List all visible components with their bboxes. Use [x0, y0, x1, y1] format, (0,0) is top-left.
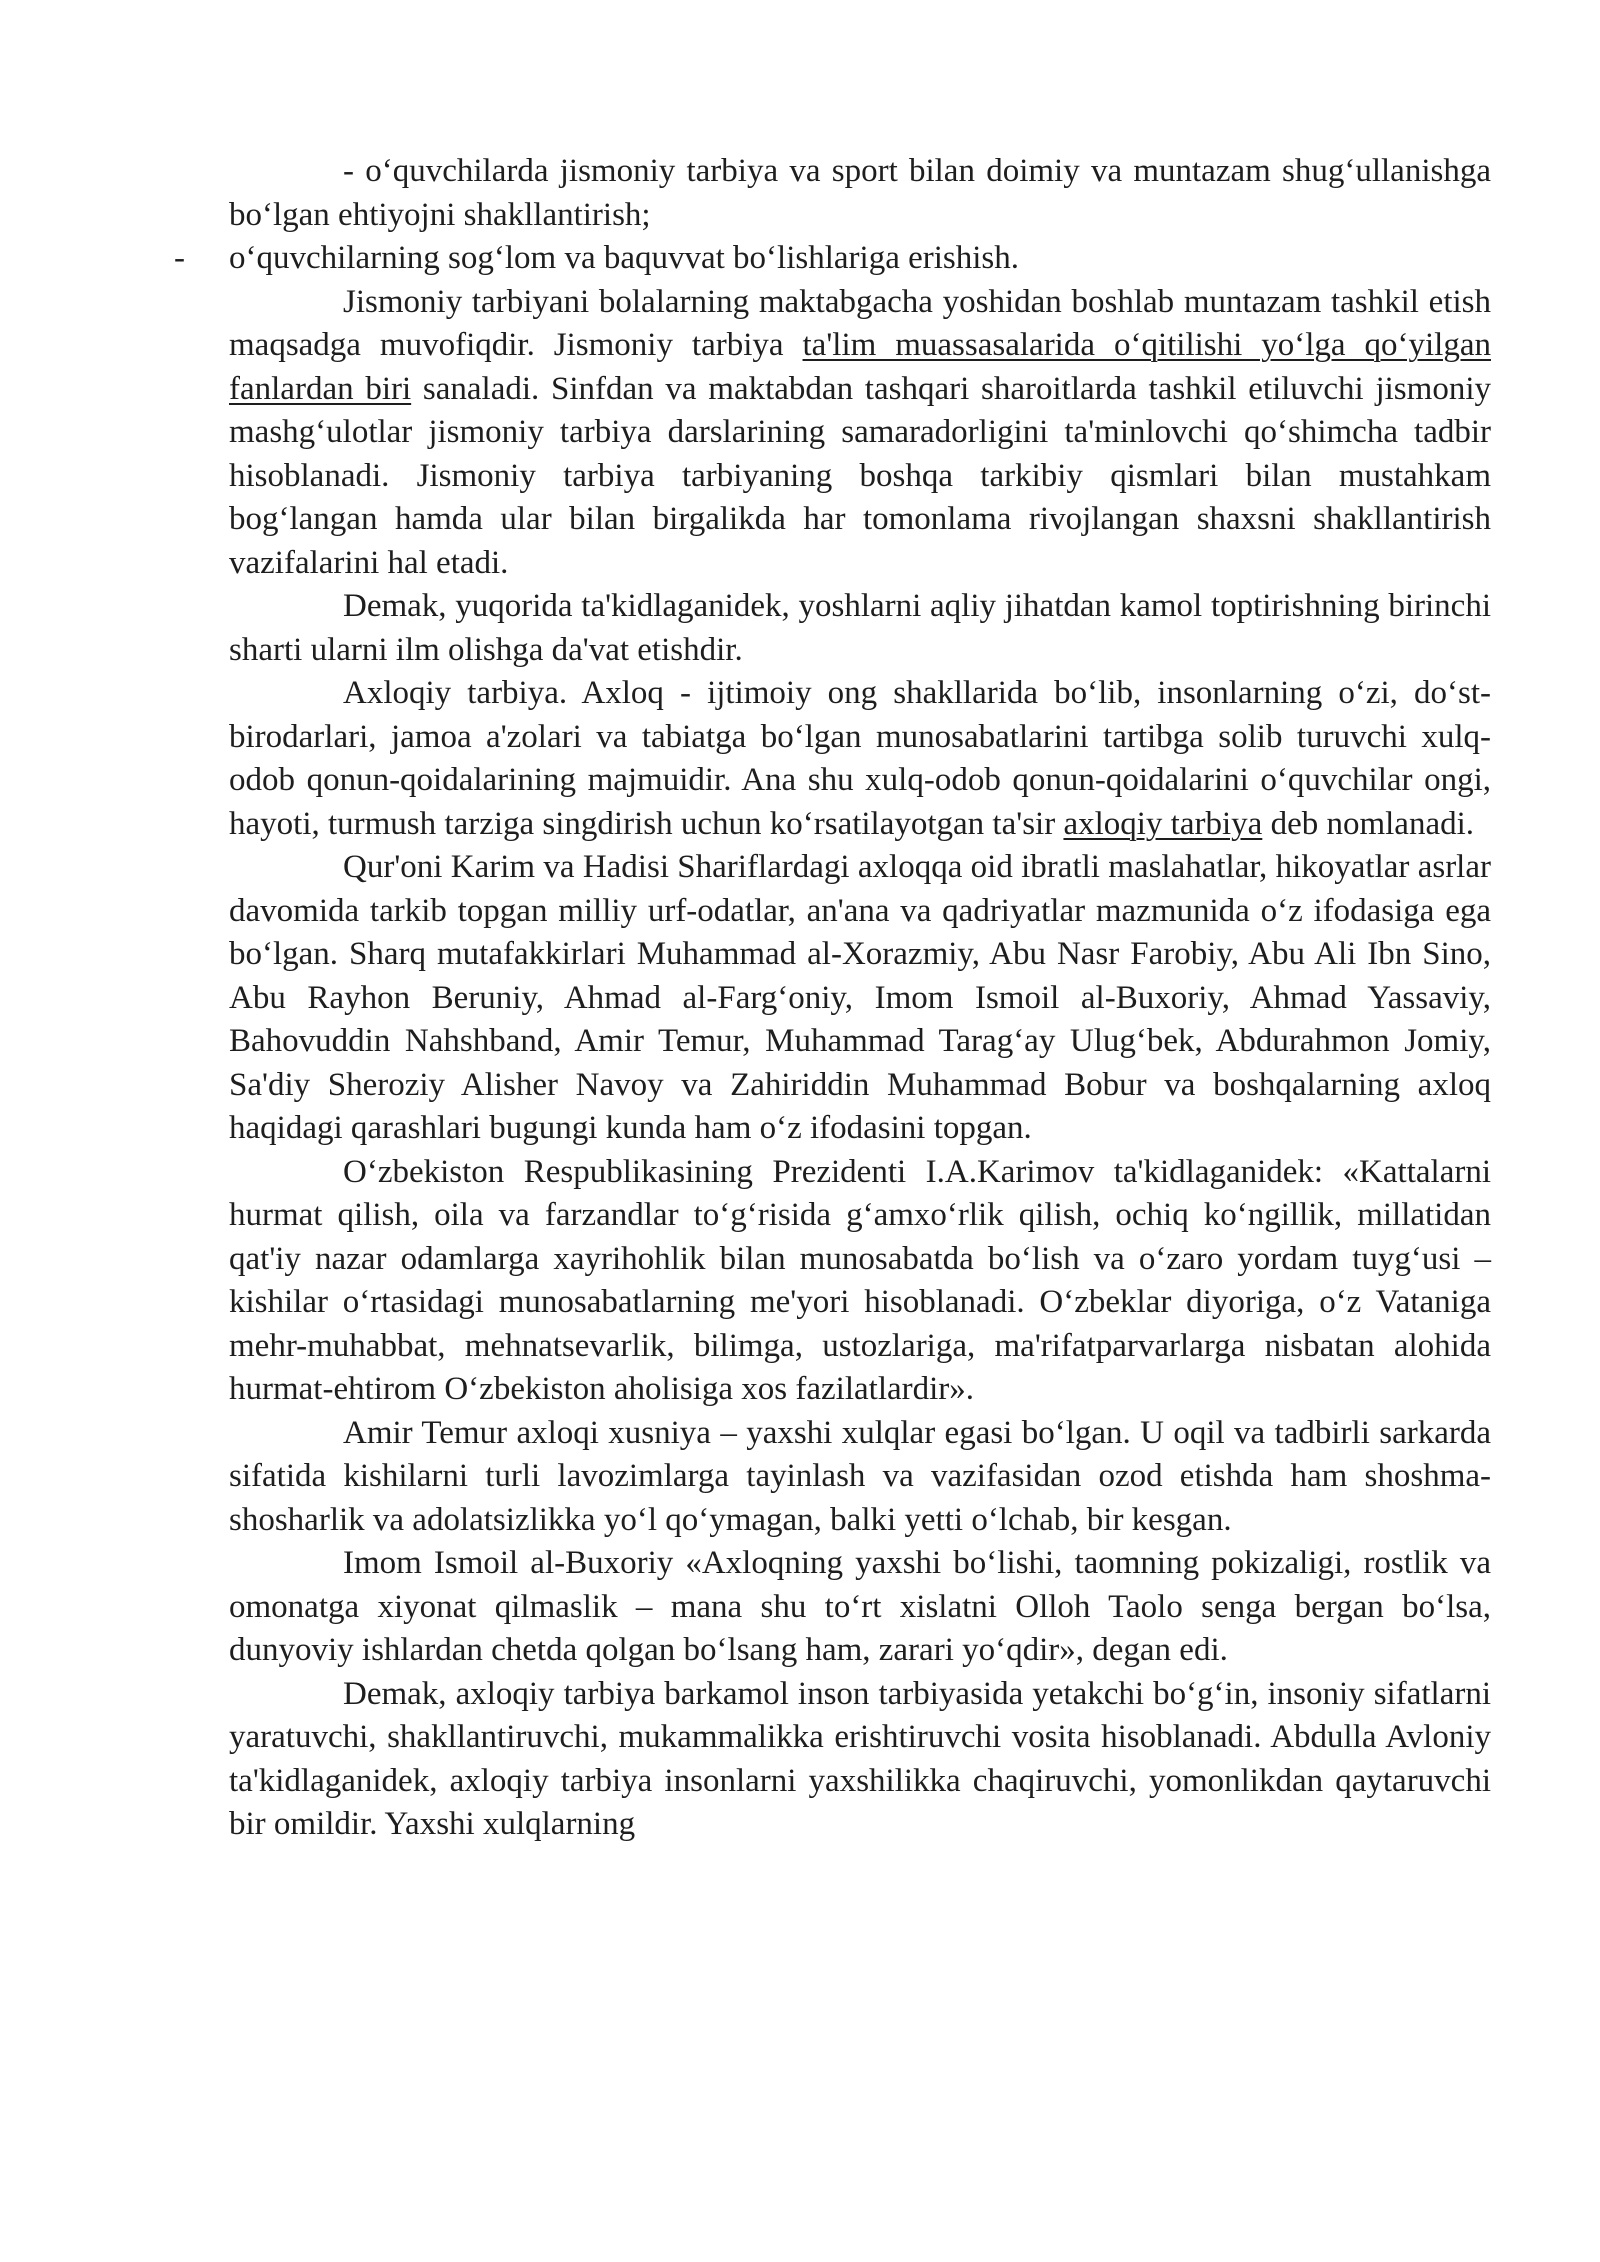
paragraph-president-quote: O‘zbekiston Respublikasining Prezidenti I.A.Karimov ta'kidlaganidek: «Kattalarni hurmat qilish, oila va farzandlar to‘g‘risida g‘amxo‘rlik qilish, ochiq ko‘ngillik, millatidan qat'iy nazar odamlarga xayrihohlik bilan munosabatda bo‘lish va o‘zaro yordam tuyg‘usi – kishilar o‘rtasidagi munosabatlarning me'yori hisoblanadi. O‘zbeklar diyoriga, o‘z Vataniga mehr-muhabbat, mehnatsevarlik, bilimga, ustozlariga, ma'rifatparvarlarga nisbatan alohida hurmat-ehtirom O‘zbekiston aholisiga xos fazilatlardir». — [229, 1153, 1491, 1407]
list-item-text: o‘quvchilarning sog‘lom va baquvvat bo‘lishlariga erishish. — [229, 240, 1020, 276]
underlined-link-moral-education[interactable]: axloqiy tarbiya — [1063, 805, 1263, 842]
underlined-link-education-institutions[interactable]: ta'lim muassasalarida o‘qitilishi yo‘lga qo‘yilgan fanlardan biri — [229, 327, 1491, 407]
document-page — [174, 150, 1491, 1847]
paragraph-mental-development: Demak, yuqorida ta'kidlaganidek, yoshlarni aqliy jihatdan kamol toptirishning birinchi sharti ularni ilm olishga da'vat etishdir. — [229, 588, 1491, 668]
paragraph-eastern-thinkers: Qur'oni Karim va Hadisi Shariflardagi axloqqa oid ibratli maslahatlar, hikoyatlar asrlar davomida tarkib topgan milliy urf-odatlar, an'ana va qadriyatlar mazmunida o‘z ifodasiga ega bo‘lgan. Sharq mutafakkirlari Muhammad al-Xorazmiy, Abu Nasr Farobiy, Abu Ali Ibn Sino, Abu Rayhon Beruniy, Ahmad al-Farg‘oniy, Imom Ismoil al-Buxoriy, Ahmad Yassaviy, Bahovuddin Nahshband, Amir Temur, Muhammad Tarag‘ay Ulug‘bek, Abdurahmon Jomiy, Sa'diy Sheroziy Alisher Navoy va Zahiriddin Muhammad Bobur va boshqalarning axloq haqidagi qarashlari bugungi kunda ham o‘z ifodasini topgan. — [229, 849, 1491, 1146]
paragraph-text: Axloqiy tarbiya. Axloq - ijtimoiy ong shakllarida bo‘lib, insonlarning o‘zi, do‘st-birodarlari, jamoa a'zolari va tabiatga bo‘lgan munosabatlarini tartibga solib turuvchi xulq-odob qonun-qoidalarining majmuidir. Ana shu xulq-odob qonun-qoidalarini o‘quvchilar ongi, hayoti, turmush tarziga singdirish uchun ko‘rsatilayotgan ta'sir — [229, 675, 1491, 842]
paragraph-text: sanaladi. Sinfdan va maktabdan tashqari sharoitlarda tashkil etiluvchi jismoniy mashg‘ulotlar jismoniy tarbiya darslarining samaradorligini ta'minlovchi qo‘shimcha tadbir hisoblanadi. Jismoniy tarbiya tarbiyaning boshqa tarkibiy qismlari bilan mustahkam bog‘langan hamda ular bilan birgalikda har tomonlama rivojlangan shaxsni shakllantirish vazifalarini hal etadi. — [229, 370, 1491, 581]
list-dash: - — [174, 240, 185, 276]
paragraph-text: deb nomlanadi. — [1262, 805, 1475, 842]
paragraph-conclusion: Demak, axloqiy tarbiya barkamol inson tarbiyasida yetakchi bo‘g‘in, insoniy sifatlarni yaratuvchi, shakllantiruvchi, mukammalikka erishtiruvchi vosita hisoblanadi. Abdulla Avloniy ta'kidlaganidek, axloqiy tarbiya insonlarni yaxshilikka chaqiruvchi, yomonlikdan qaytaruvchi bir omildir. Yaxshi xulqlarning — [229, 1675, 1491, 1842]
paragraph-text: Jismoniy tarbiyani bolalarning maktabgacha yoshidan boshlab muntazam tashkil etish maqsadga muvofiqdir. Jismoniy tarbiya — [229, 283, 1491, 363]
paragraph-physical-education — [229, 281, 1491, 586]
paragraph-imam-bukhari: Imom Ismoil al-Buxoriy «Axloqning yaxshi bo‘lishi, taomning pokizaligi, rostlik va omonatga xiyonat qilmaslik – mana shu to‘rt xislatni Olloh Taolo senga bergan bo‘lsa, dunyoviy ishlardan chetda qolgan bo‘lsang ham, zarari yo‘qdir», degan edi. — [229, 1545, 1491, 1668]
paragraph-bullet-sport-habit: - o‘quvchilarda jismoniy tarbiya va sport bilan doimiy va muntazam shug‘ullanishga bo‘lgan ehtiyojni shakllantirish; — [229, 153, 1491, 233]
list-item-healthy-students — [174, 237, 1491, 281]
paragraph-moral-education-definition — [229, 672, 1491, 846]
paragraph-amir-temur: Amir Temur axloqi xusniya – yaxshi xulqlar egasi bo‘lgan. U oqil va tadbirli sarkarda sifatida kishilarni turli lavozimlarga tayinlash va vazifasidan ozod etishda ham shoshma-shosharlik va adolatsizlikka yo‘l qo‘ymagan, balki yetti o‘lchab, bir kesgan. — [229, 1414, 1491, 1538]
